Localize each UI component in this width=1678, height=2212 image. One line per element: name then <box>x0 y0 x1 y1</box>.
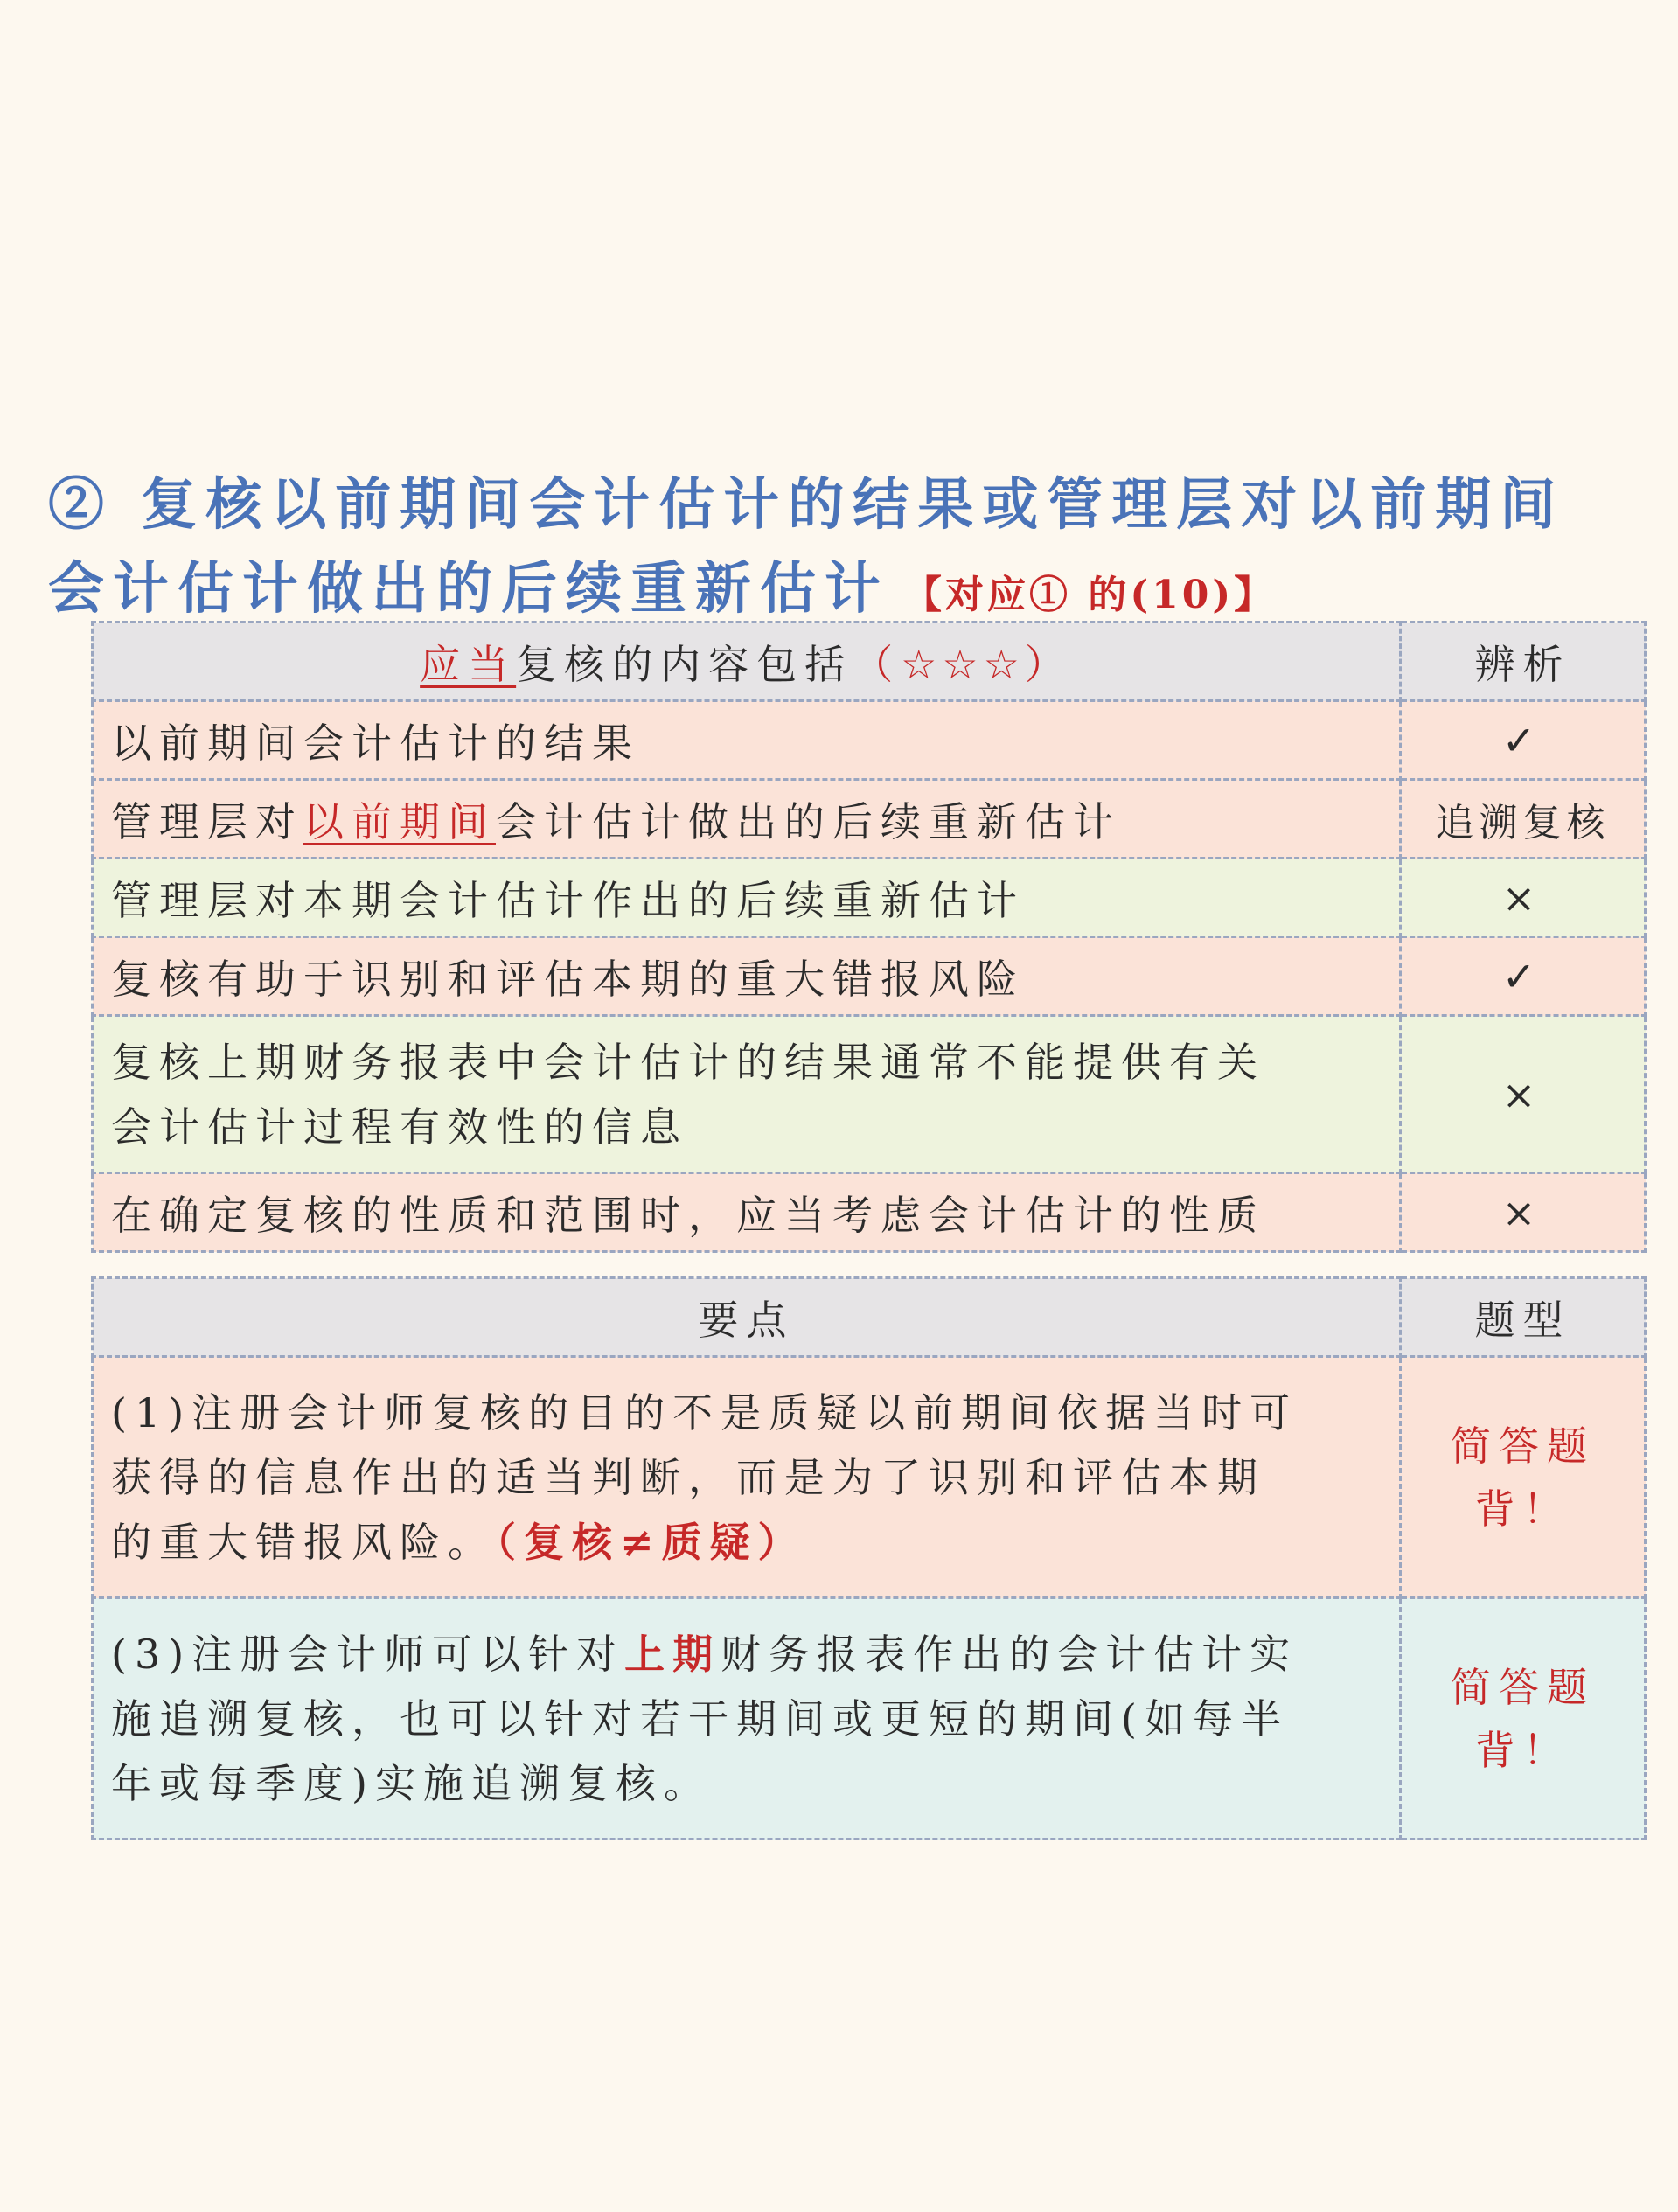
row-text: 管理层对本期会计估计作出的后续重新估计 <box>93 859 1401 937</box>
table2-header-row <box>93 1278 1646 1357</box>
table-row <box>93 937 1646 1016</box>
point-text <box>93 1357 1401 1598</box>
row-text-emphasis: 以前期间 <box>303 797 496 845</box>
star-rating-icon: ☆☆☆ <box>901 640 1025 688</box>
row-text-line: 复核上期财务报表中会计估计的结果通常不能提供有关 <box>111 1038 1265 1086</box>
title-line-2-text: 会计估计做出的后续重新估计 <box>48 556 889 622</box>
header-paren-open: （ <box>853 640 902 688</box>
question-type-label: 简答题 <box>1451 1663 1595 1711</box>
cross-icon: × <box>1401 1173 1646 1252</box>
row-text: 复核有助于识别和评估本期的重大错报风险 <box>93 937 1401 1016</box>
question-type-note: 背！ <box>1474 1726 1571 1774</box>
header-should-emphasis: 应当 <box>420 640 517 688</box>
table2-header-type: 题型 <box>1401 1278 1646 1357</box>
row-mark-text: 追溯复核 <box>1401 780 1646 859</box>
question-type-note: 背！ <box>1474 1485 1571 1533</box>
point-line: 的重大错报风险。 <box>111 1518 496 1566</box>
header-text: 复核的内容包括 <box>516 640 853 688</box>
table-row <box>93 1357 1646 1598</box>
table2-header-points: 要点 <box>93 1278 1401 1357</box>
review-content-table <box>91 621 1647 1253</box>
table-row <box>93 1016 1646 1173</box>
table1-header-analysis: 辨析 <box>1401 623 1646 701</box>
table1-header-row <box>93 623 1646 701</box>
point-line: 施追溯复核，也可以针对若干期间或更短的期间(如每半 <box>111 1694 1289 1742</box>
header-paren-close: ） <box>1024 640 1073 688</box>
title-line-1: ② 复核以前期间会计估计的结果或管理层对以前期间 <box>48 472 1565 538</box>
row-text <box>93 1016 1401 1173</box>
point-line: (1)注册会计师复核的目的不是质疑以前期间依据当时可 <box>111 1388 1299 1436</box>
table1-header-content <box>93 623 1401 701</box>
point-line: 获得的信息作出的适当判断，而是为了识别和评估本期 <box>111 1453 1265 1501</box>
row-text: 在确定复核的性质和范围时，应当考虑会计估计的性质 <box>93 1173 1401 1252</box>
row-text: 以前期间会计估计的结果 <box>93 701 1401 780</box>
table-row <box>93 780 1646 859</box>
point-line: 年或每季度)实施追溯复核。 <box>111 1759 712 1807</box>
question-type <box>1401 1357 1646 1598</box>
point-emphasis: 上期 <box>624 1630 721 1678</box>
cross-icon: × <box>1401 859 1646 937</box>
row-text <box>93 780 1401 859</box>
row-text-part: 管理层对 <box>111 797 303 845</box>
row-text-part: 会计估计做出的后续重新估计 <box>496 797 1121 845</box>
point-text <box>93 1598 1401 1840</box>
table-row <box>93 1598 1646 1840</box>
cross-icon: × <box>1401 1016 1646 1173</box>
check-icon: ✓ <box>1401 937 1646 1016</box>
point-line: (3)注册会计师可以针对 <box>111 1630 625 1678</box>
question-type-label: 简答题 <box>1451 1422 1595 1470</box>
table-row <box>93 701 1646 780</box>
key-points-table <box>91 1276 1647 1840</box>
point-line: 财务报表作出的会计估计实 <box>721 1630 1299 1678</box>
question-type <box>1401 1598 1646 1840</box>
table-row <box>93 859 1646 937</box>
title-reference: 【对应① 的(10)】 <box>903 573 1277 617</box>
point-emphasis: （复核≠质疑） <box>496 1518 806 1566</box>
check-icon: ✓ <box>1401 701 1646 780</box>
table-row <box>93 1173 1646 1252</box>
row-text-line: 会计估计过程有效性的信息 <box>111 1103 688 1151</box>
section-title <box>48 463 1640 637</box>
